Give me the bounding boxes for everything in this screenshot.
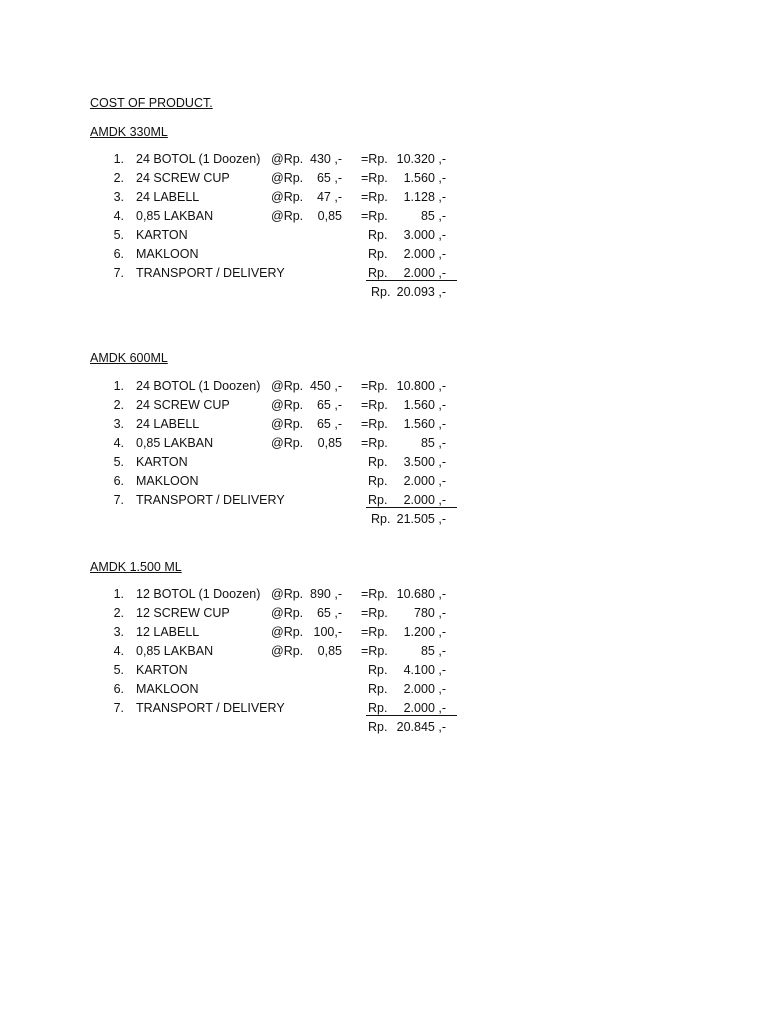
- line-total-prefix: Rp.: [368, 455, 388, 469]
- row-number: 4.: [113, 436, 124, 450]
- line-total-prefix: =Rp.: [361, 398, 388, 412]
- unit-price-amount: 0,85: [317, 436, 342, 450]
- item-name: TRANSPORT / DELIVERY: [136, 701, 285, 715]
- item-name: MAKLOON: [136, 474, 199, 488]
- unit-price-amount: 47 ,-: [316, 190, 342, 204]
- section-heading: AMDK 330ML: [90, 125, 168, 139]
- line-total-prefix: Rp.: [368, 228, 388, 242]
- row-number: 2.: [113, 398, 124, 412]
- total-prefix: Rp.: [371, 512, 391, 526]
- total-amount: 21.505 ,-: [396, 512, 446, 526]
- item-name: 12 LABELL: [136, 625, 200, 639]
- line-total-amount: 85 ,-: [420, 644, 446, 658]
- line-total-amount: 3.000 ,-: [403, 228, 446, 242]
- line-total-amount: 10.320 ,-: [396, 152, 446, 166]
- sum-rule: [366, 715, 457, 716]
- line-total-amount: 2.000 ,-: [403, 701, 446, 715]
- unit-price-prefix: @Rp.: [271, 644, 304, 658]
- line-total-amount: 1.560 ,-: [403, 398, 446, 412]
- cost-row: [0, 661, 768, 680]
- line-total-amount: 1.560 ,-: [403, 417, 446, 431]
- unit-price-amount: 65 ,-: [316, 606, 342, 620]
- row-number: 5.: [113, 228, 124, 242]
- line-total-prefix: =Rp.: [361, 209, 388, 223]
- item-name: 24 BOTOL (1 Doozen): [136, 379, 261, 393]
- unit-price-amount: 65 ,-: [316, 398, 342, 412]
- total-amount: 20.093 ,-: [396, 285, 446, 299]
- row-number: 6.: [113, 247, 124, 261]
- unit-price-amount: 65 ,-: [316, 171, 342, 185]
- line-total-amount: 85 ,-: [420, 209, 446, 223]
- cost-row: [0, 396, 768, 415]
- unit-price-prefix: @Rp.: [271, 190, 304, 204]
- cost-row: [0, 623, 768, 642]
- item-name: 0,85 LAKBAN: [136, 644, 214, 658]
- line-total-prefix: Rp.: [368, 682, 388, 696]
- line-total-prefix: Rp.: [368, 247, 388, 261]
- unit-price-prefix: @Rp.: [271, 379, 304, 393]
- section-heading: AMDK 1.500 ML: [90, 560, 182, 574]
- line-total-amount: 2.000 ,-: [403, 266, 446, 280]
- row-number: 3.: [113, 625, 124, 639]
- cost-row: [0, 207, 768, 226]
- line-total-prefix: =Rp.: [361, 644, 388, 658]
- line-total-prefix: Rp.: [368, 663, 388, 677]
- cost-row: [0, 415, 768, 434]
- total-prefix: Rp.: [371, 285, 391, 299]
- line-total-prefix: =Rp.: [361, 587, 388, 601]
- item-name: KARTON: [136, 663, 188, 677]
- item-name: TRANSPORT / DELIVERY: [136, 493, 285, 507]
- line-total-prefix: Rp.: [368, 266, 388, 280]
- unit-price-prefix: @Rp.: [271, 436, 304, 450]
- line-total-amount: 3.500 ,-: [403, 455, 446, 469]
- cost-row: [0, 264, 768, 283]
- cost-row: [0, 377, 768, 396]
- cost-row: [0, 680, 768, 699]
- item-name: 0,85 LAKBAN: [136, 209, 214, 223]
- unit-price-amount: 0,85: [317, 644, 342, 658]
- unit-price-prefix: @Rp.: [271, 171, 304, 185]
- cost-row: [0, 169, 768, 188]
- item-name: TRANSPORT / DELIVERY: [136, 266, 285, 280]
- line-total-prefix: =Rp.: [361, 436, 388, 450]
- unit-price-amount: 430 ,-: [310, 152, 342, 166]
- row-number: 7.: [113, 266, 124, 280]
- cost-row: [0, 150, 768, 169]
- unit-price-amount: 65 ,-: [316, 417, 342, 431]
- line-total-amount: 2.000 ,-: [403, 493, 446, 507]
- line-total-prefix: =Rp.: [361, 379, 388, 393]
- total-amount: 20.845 ,-: [396, 720, 446, 734]
- line-total-prefix: =Rp.: [361, 625, 388, 639]
- cost-row: [0, 472, 768, 491]
- line-total-amount: 10.800 ,-: [396, 379, 446, 393]
- line-total-amount: 2.000 ,-: [403, 474, 446, 488]
- document-title: COST OF PRODUCT.: [90, 96, 213, 110]
- row-number: 1.: [113, 587, 124, 601]
- item-name: 24 BOTOL (1 Doozen): [136, 152, 261, 166]
- line-total-amount: 780 ,-: [414, 606, 446, 620]
- line-total-amount: 4.100 ,-: [403, 663, 446, 677]
- line-total-prefix: =Rp.: [361, 606, 388, 620]
- row-number: 2.: [113, 171, 124, 185]
- line-total-amount: 10.680 ,-: [396, 587, 446, 601]
- row-number: 5.: [113, 455, 124, 469]
- unit-price-amount: 0,85: [317, 209, 342, 223]
- row-number: 3.: [113, 417, 124, 431]
- total-row: [0, 283, 768, 302]
- item-name: 0,85 LAKBAN: [136, 436, 214, 450]
- item-name: 12 SCREW CUP: [136, 606, 230, 620]
- item-name: 24 SCREW CUP: [136, 171, 230, 185]
- line-total-amount: 1.560 ,-: [403, 171, 446, 185]
- line-total-prefix: =Rp.: [361, 171, 388, 185]
- item-name: 24 LABELL: [136, 190, 200, 204]
- sum-rule: [366, 507, 457, 508]
- item-name: 12 BOTOL (1 Doozen): [136, 587, 261, 601]
- row-number: 6.: [113, 682, 124, 696]
- item-name: MAKLOON: [136, 247, 199, 261]
- cost-row: [0, 699, 768, 718]
- cost-row: [0, 642, 768, 661]
- cost-row: [0, 453, 768, 472]
- unit-price-amount: 890 ,-: [310, 587, 342, 601]
- line-total-prefix: Rp.: [368, 493, 388, 507]
- row-number: 5.: [113, 663, 124, 677]
- section-heading: AMDK 600ML: [90, 351, 168, 365]
- total-row: [0, 510, 768, 529]
- unit-price-prefix: @Rp.: [271, 398, 304, 412]
- sum-rule: [366, 280, 457, 281]
- row-number: 6.: [113, 474, 124, 488]
- cost-row: [0, 188, 768, 207]
- row-number: 7.: [113, 701, 124, 715]
- line-total-amount: 1.128 ,-: [403, 190, 446, 204]
- line-total-prefix: =Rp.: [361, 417, 388, 431]
- line-total-amount: 2.000 ,-: [403, 682, 446, 696]
- row-number: 4.: [113, 644, 124, 658]
- cost-row: [0, 245, 768, 264]
- row-number: 4.: [113, 209, 124, 223]
- unit-price-prefix: @Rp.: [271, 417, 304, 431]
- unit-price-prefix: @Rp.: [271, 625, 304, 639]
- unit-price-amount: 100,-: [313, 625, 342, 639]
- line-total-prefix: =Rp.: [361, 152, 388, 166]
- unit-price-prefix: @Rp.: [271, 606, 304, 620]
- cost-row: [0, 226, 768, 245]
- row-number: 7.: [113, 493, 124, 507]
- row-number: 3.: [113, 190, 124, 204]
- row-number: 1.: [113, 152, 124, 166]
- line-total-amount: 85 ,-: [420, 436, 446, 450]
- line-total-prefix: Rp.: [368, 474, 388, 488]
- unit-price-prefix: @Rp.: [271, 587, 304, 601]
- cost-row: [0, 585, 768, 604]
- unit-price-prefix: @Rp.: [271, 209, 304, 223]
- item-name: 24 LABELL: [136, 417, 200, 431]
- unit-price-prefix: @Rp.: [271, 152, 304, 166]
- total-row: [0, 718, 768, 737]
- line-total-prefix: =Rp.: [361, 190, 388, 204]
- line-total-amount: 2.000 ,-: [403, 247, 446, 261]
- cost-row: [0, 491, 768, 510]
- row-number: 1.: [113, 379, 124, 393]
- item-name: KARTON: [136, 228, 188, 242]
- cost-row: [0, 604, 768, 623]
- item-name: KARTON: [136, 455, 188, 469]
- item-name: 24 SCREW CUP: [136, 398, 230, 412]
- unit-price-amount: 450 ,-: [310, 379, 342, 393]
- line-total-amount: 1.200 ,-: [403, 625, 446, 639]
- row-number: 2.: [113, 606, 124, 620]
- item-name: MAKLOON: [136, 682, 199, 696]
- total-prefix: Rp.: [368, 720, 388, 734]
- line-total-prefix: Rp.: [368, 701, 388, 715]
- cost-row: [0, 434, 768, 453]
